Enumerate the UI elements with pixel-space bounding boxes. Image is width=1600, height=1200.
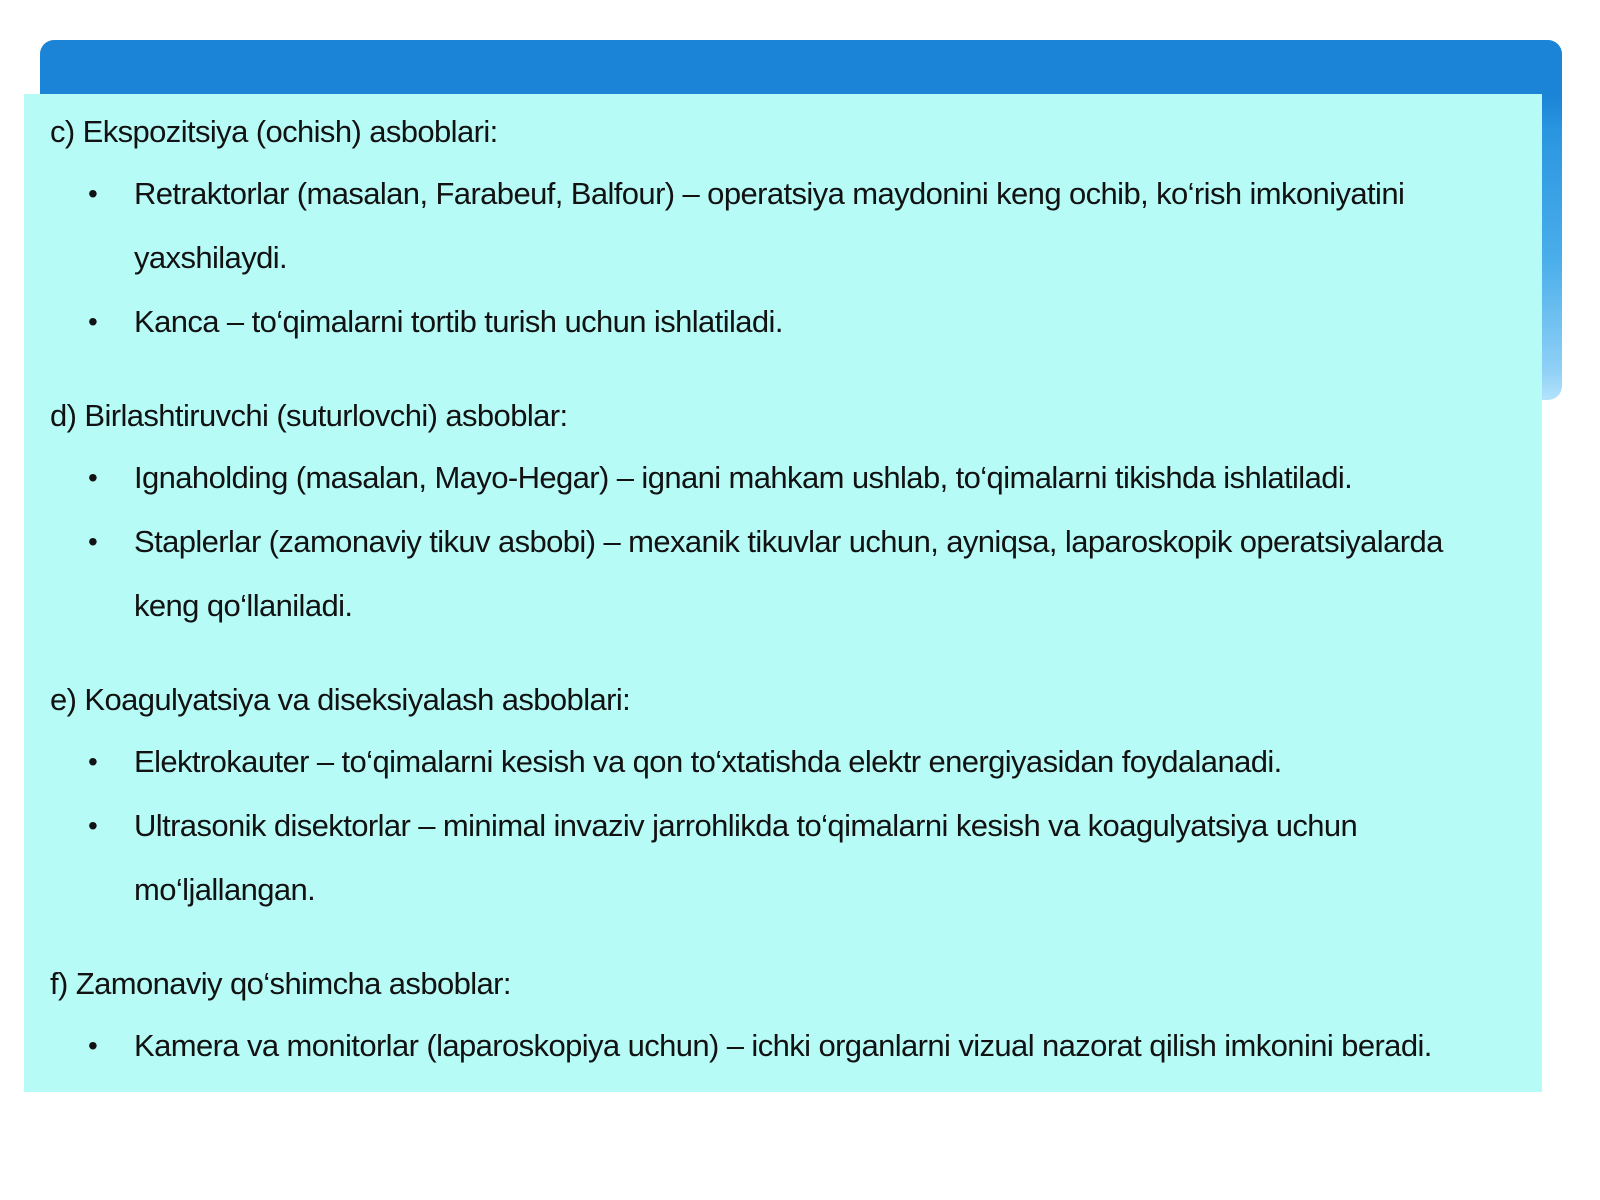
list-item bbox=[50, 446, 1542, 510]
list-item bbox=[50, 510, 1542, 638]
bullet-icon: • bbox=[88, 746, 98, 777]
section-e bbox=[50, 680, 1542, 922]
item-term: Staplerlar (zamonaviy tikuv asbobi) bbox=[134, 524, 596, 559]
item-term: Elektrokauter bbox=[134, 744, 309, 779]
section-heading: c) Ekspozitsiya (ochish) asboblari: bbox=[50, 114, 498, 149]
section-f bbox=[50, 964, 1542, 1078]
bullet-icon: • bbox=[88, 462, 98, 493]
section-heading: d) Birlashtiruvchi (suturlovchi) asboblar: bbox=[50, 398, 568, 433]
bullet-list bbox=[50, 162, 1542, 354]
list-item bbox=[50, 1014, 1542, 1078]
section-c bbox=[50, 112, 1542, 354]
bullet-icon: • bbox=[88, 810, 98, 841]
section-d bbox=[50, 396, 1542, 638]
item-description: – to‘qimalarni kesish va qon to‘xtatishda elektr energiyasidan foydalanadi. bbox=[308, 744, 1282, 779]
bullet-icon: • bbox=[88, 178, 98, 209]
item-term: Retraktorlar (masalan, Farabeuf, Balfour) bbox=[134, 176, 675, 211]
bullet-icon: • bbox=[88, 526, 98, 557]
item-description: – ichki organlarni vizual nazorat qilish imkonini beradi. bbox=[718, 1028, 1432, 1063]
list-item bbox=[50, 290, 1542, 354]
bullet-icon: • bbox=[88, 1030, 98, 1061]
list-item bbox=[50, 730, 1542, 794]
item-term: Kamera va monitorlar (laparoskopiya uchun) bbox=[134, 1028, 719, 1063]
item-term: Kanca bbox=[134, 304, 219, 339]
bullet-list bbox=[50, 730, 1542, 922]
bullet-list bbox=[50, 1014, 1542, 1078]
content-box bbox=[24, 94, 1542, 1092]
item-description: – ignani mahkam ushlab, to‘qimalarni tikishda ishlatiladi. bbox=[608, 460, 1353, 495]
bullet-icon: • bbox=[88, 306, 98, 337]
item-term: Ultrasonik disektorlar bbox=[134, 808, 411, 843]
item-description: – to‘qimalarni tortib turish uchun ishlatiladi. bbox=[218, 304, 783, 339]
item-description: – mexanik tikuvlar uchun, ayniqsa, laparoskopik operatsiyalarda keng qo‘llaniladi. bbox=[134, 524, 1443, 623]
section-heading: f) Zamonaviy qo‘shimcha asboblar: bbox=[50, 966, 511, 1001]
list-item bbox=[50, 794, 1542, 922]
bullet-list bbox=[50, 446, 1542, 638]
item-term: Ignaholding (masalan, Mayo-Hegar) bbox=[134, 460, 609, 495]
item-description: – minimal invaziv jarrohlikda to‘qimalarni kesish va koagulyatsiya uchun mo‘ljallangan. bbox=[134, 808, 1358, 907]
item-description: – operatsiya maydonini keng ochib, ko‘rish imkoniyatini yaxshilaydi. bbox=[134, 176, 1405, 275]
list-item bbox=[50, 162, 1542, 290]
section-heading: e) Koagulyatsiya va diseksiyalash asboblari: bbox=[50, 682, 631, 717]
